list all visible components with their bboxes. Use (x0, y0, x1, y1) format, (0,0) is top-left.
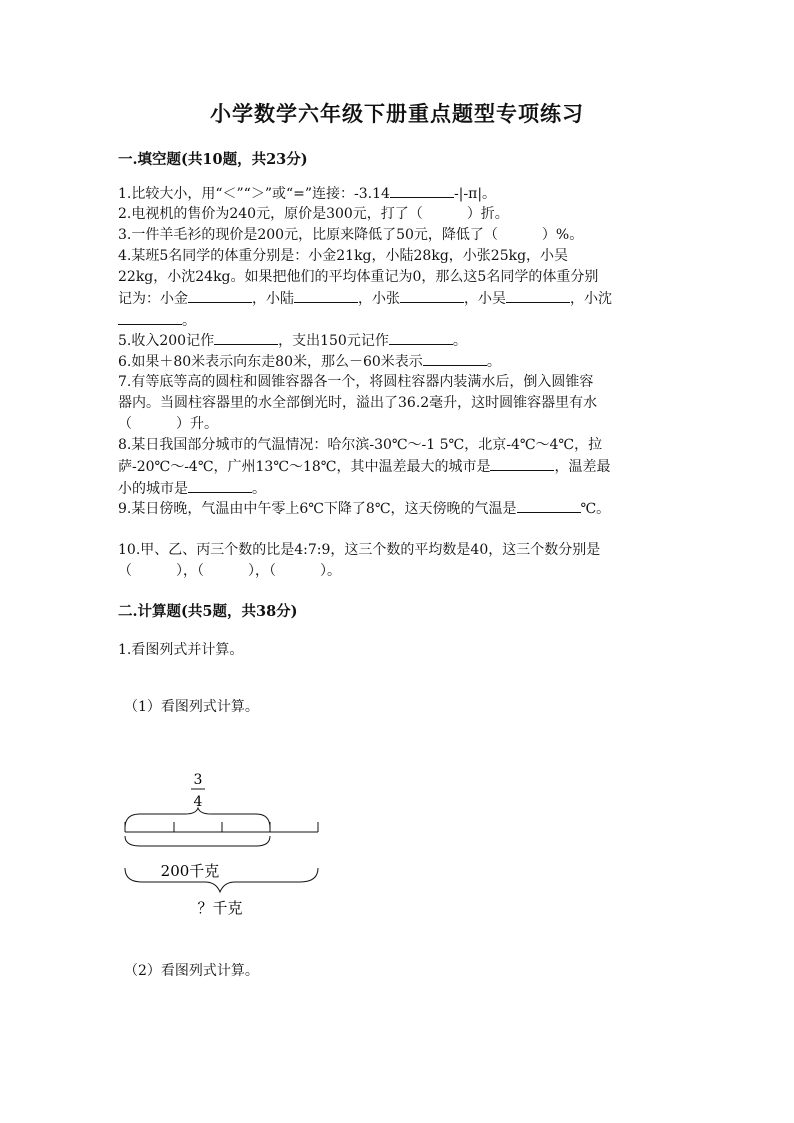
answer-blank[interactable] (400, 288, 464, 303)
total-brace (125, 868, 318, 892)
answer-blank[interactable] (390, 183, 454, 198)
part-label: 200千克 (160, 862, 220, 880)
sub-question-1: （1）看图列式计算。 (124, 699, 259, 715)
question-7: 7.有等底等高的圆柱和圆锥容器各一个，将圆柱容器内装满水后，倒入圆锥容 器内。当圆柱容器里的水全部倒光时，溢出了36.2毫升，这时圆锥容器里有水 （ ）升。 (118, 374, 598, 432)
question-2: 2.电视机的售价为240元，原价是300元，打了（ ）折。 (118, 206, 509, 222)
question-3: 3.一件羊毛衫的现价是200元，比原来降低了50元，降低了（ ）%。 (118, 227, 584, 243)
answer-blank[interactable] (389, 330, 453, 345)
answer-blank[interactable] (294, 288, 358, 303)
answer-blank[interactable] (423, 351, 487, 366)
answer-blank[interactable] (517, 498, 581, 513)
answer-blank[interactable] (118, 310, 182, 325)
section2-heading: 二.计算题(共5题，共38分) (118, 603, 298, 620)
total-label: ？千克 (197, 899, 243, 917)
question-4: 4.某班5名同学的体重分别是：小金21kg，小陆28kg，小张25kg，小吴 22kg，小沈24kg。如果把他们的平均体重记为0，那么这5名同学的体重分别 记为：小金 ，小陆 ，小张 ，小吴 ，小沈 。 (118, 248, 612, 329)
bar-diagram (0, 760, 794, 960)
sub-question-2: （2）看图列式计算。 (124, 963, 259, 979)
section1-heading: 一.填空题(共10题，共23分) (118, 151, 308, 168)
fraction-denominator: 4 (193, 794, 203, 810)
answer-blank[interactable] (490, 456, 554, 471)
question-9: 9.某日傍晚，气温由中午零上6℃下降了8℃，这天傍晚的气温是 ℃。 (118, 498, 678, 520)
answer-blank[interactable] (188, 478, 252, 493)
calc-question-1: 1.看图列式并计算。 (118, 642, 244, 658)
question-10: 10.甲、乙、丙三个数的比是4:7:9，这三个数的平均数是40，这三个数分别是 （ ），（ ），（ ）。 (118, 542, 601, 579)
fraction-numerator: 3 (193, 772, 203, 788)
question-8: 8.某日我国部分城市的气温情况：哈尔滨-30℃～-1 5℃，北京-4℃～4℃，拉 萨-20℃～-4℃，广州13℃～18℃，其中温差最大的城市是 ，温差最 小的城市是 。 (118, 437, 611, 497)
question-6: 6.如果＋80米表示向东走80米，那么－60米表示 。 (118, 351, 678, 373)
question-1: 1.比较大小，用“＜”“＞”或“=”连接：-3.14 -|-π|。 (118, 183, 678, 205)
answer-blank[interactable] (188, 288, 252, 303)
top-brace (125, 808, 270, 828)
part-brace (125, 836, 270, 846)
question-5: 5.收入200记作 ，支出150元记作 。 (118, 330, 678, 352)
answer-blank[interactable] (506, 288, 570, 303)
page-title: 小学数学六年级下册重点题型专项练习 (210, 101, 584, 126)
answer-blank[interactable] (214, 330, 278, 345)
